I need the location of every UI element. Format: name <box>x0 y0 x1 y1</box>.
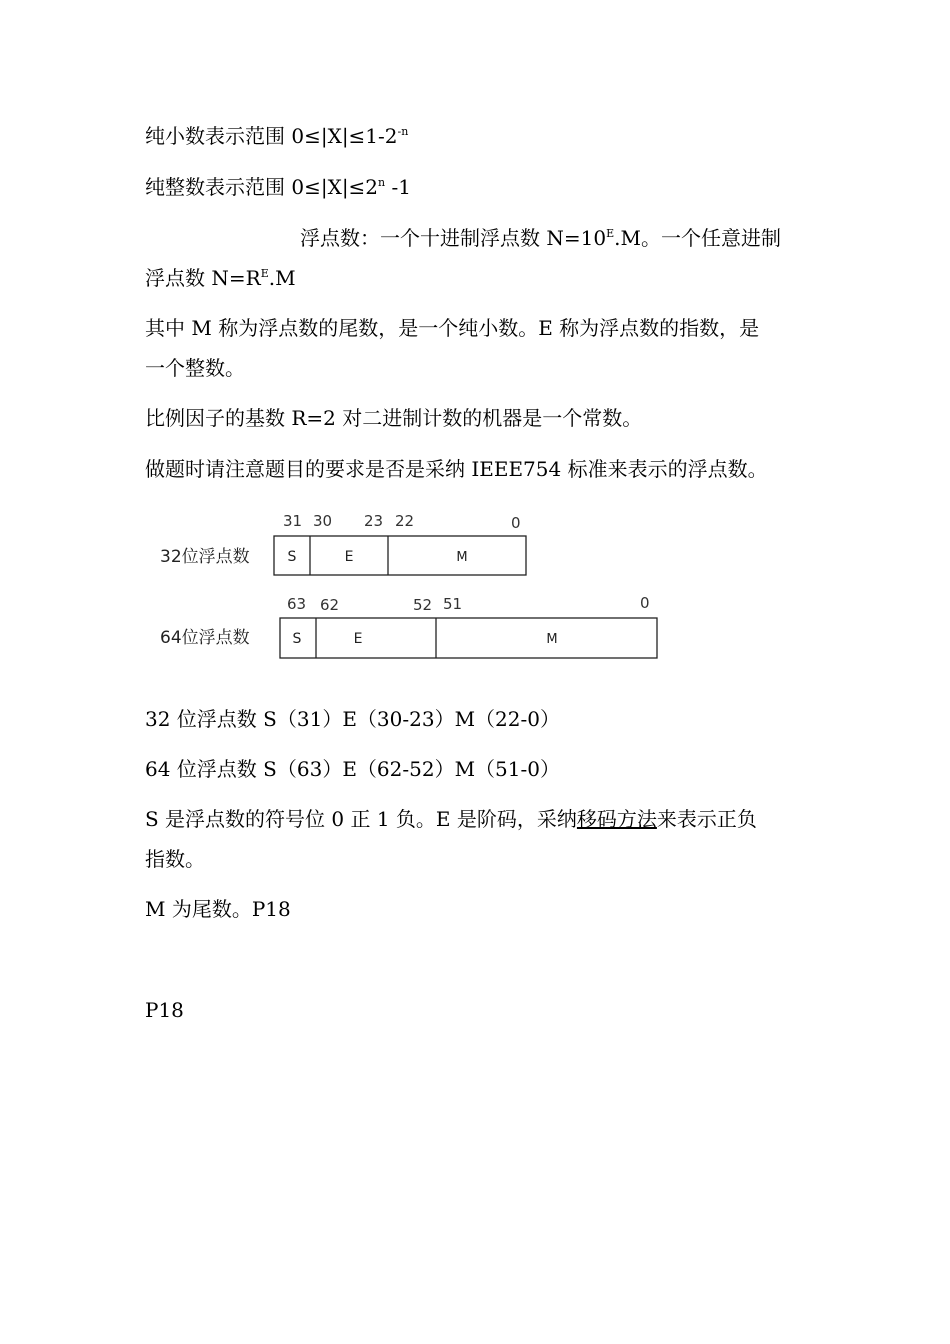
float-definition-line: 浮点数：一个十进制浮点数 $N=10^E.M$。一个任意进制 <box>300 226 781 250</box>
field-s-32: S <box>287 549 297 565</box>
sign-exponent-continued: 指数。 <box>145 847 205 871</box>
row-32-bit <box>160 512 526 575</box>
field-m-32: M <box>456 550 468 565</box>
row-64-label: 64位浮点数 <box>160 628 250 648</box>
row-32-box <box>274 536 526 575</box>
bit-52: 52 <box>413 596 433 614</box>
mantissa-exponent-continued: 一个整数。 <box>145 356 245 380</box>
float32-layout-line: 32 位浮点数 S（31）E（30-23）M（22-0） <box>145 707 560 731</box>
row-64-bit <box>160 594 657 658</box>
bit-23: 23 <box>364 512 384 530</box>
bit-51: 51 <box>443 595 463 613</box>
float64-layout-line: 64 位浮点数 S（63）E（62-52）M（51-0） <box>145 757 560 781</box>
float-format-diagram <box>150 505 670 670</box>
field-s-64: S <box>292 631 302 647</box>
pure-integer-range: 纯整数表示范围 $0\le|X|\le 2^n$ -1 <box>145 175 411 199</box>
bit-0-64: 0 <box>640 594 650 612</box>
bit-22: 22 <box>395 512 415 530</box>
bit-62: 62 <box>320 596 340 614</box>
field-e-64: E <box>353 631 363 647</box>
biased-code-link[interactable]: 移码方法 <box>576 807 657 831</box>
field-m-64: M <box>546 632 558 647</box>
mantissa-exponent-line: 其中 M 称为浮点数的尾数，是一个纯小数。E 称为浮点数的指数，是 <box>145 316 760 340</box>
float-definition-continued: 浮点数 $N=R^E.M$ <box>145 266 296 290</box>
page-reference: P18 <box>145 998 184 1022</box>
pure-fraction-range: 纯小数表示范围 $0\le|X|\le 1-2^{-n}$ <box>145 124 409 148</box>
mantissa-note: M 为尾数。P18 <box>145 897 291 921</box>
bit-0-32: 0 <box>511 514 521 532</box>
sign-exponent-line: S 是浮点数的符号位 0 正 1 负。E 是阶码，采纳移码方法来表示正负 <box>145 807 757 831</box>
base-factor-line: 比例因子的基数 R=2 对二进制计数的机器是一个常数。 <box>145 406 643 430</box>
bit-31: 31 <box>283 512 303 530</box>
row-32-label: 32位浮点数 <box>160 547 250 567</box>
row-64-box <box>280 618 657 658</box>
bit-30: 30 <box>313 512 333 530</box>
bit-63: 63 <box>287 595 307 613</box>
field-e-32: E <box>344 549 354 565</box>
ieee754-note: 做题时请注意题目的要求是否是采纳 IEEE754 标准来表示的浮点数。 <box>145 457 768 481</box>
